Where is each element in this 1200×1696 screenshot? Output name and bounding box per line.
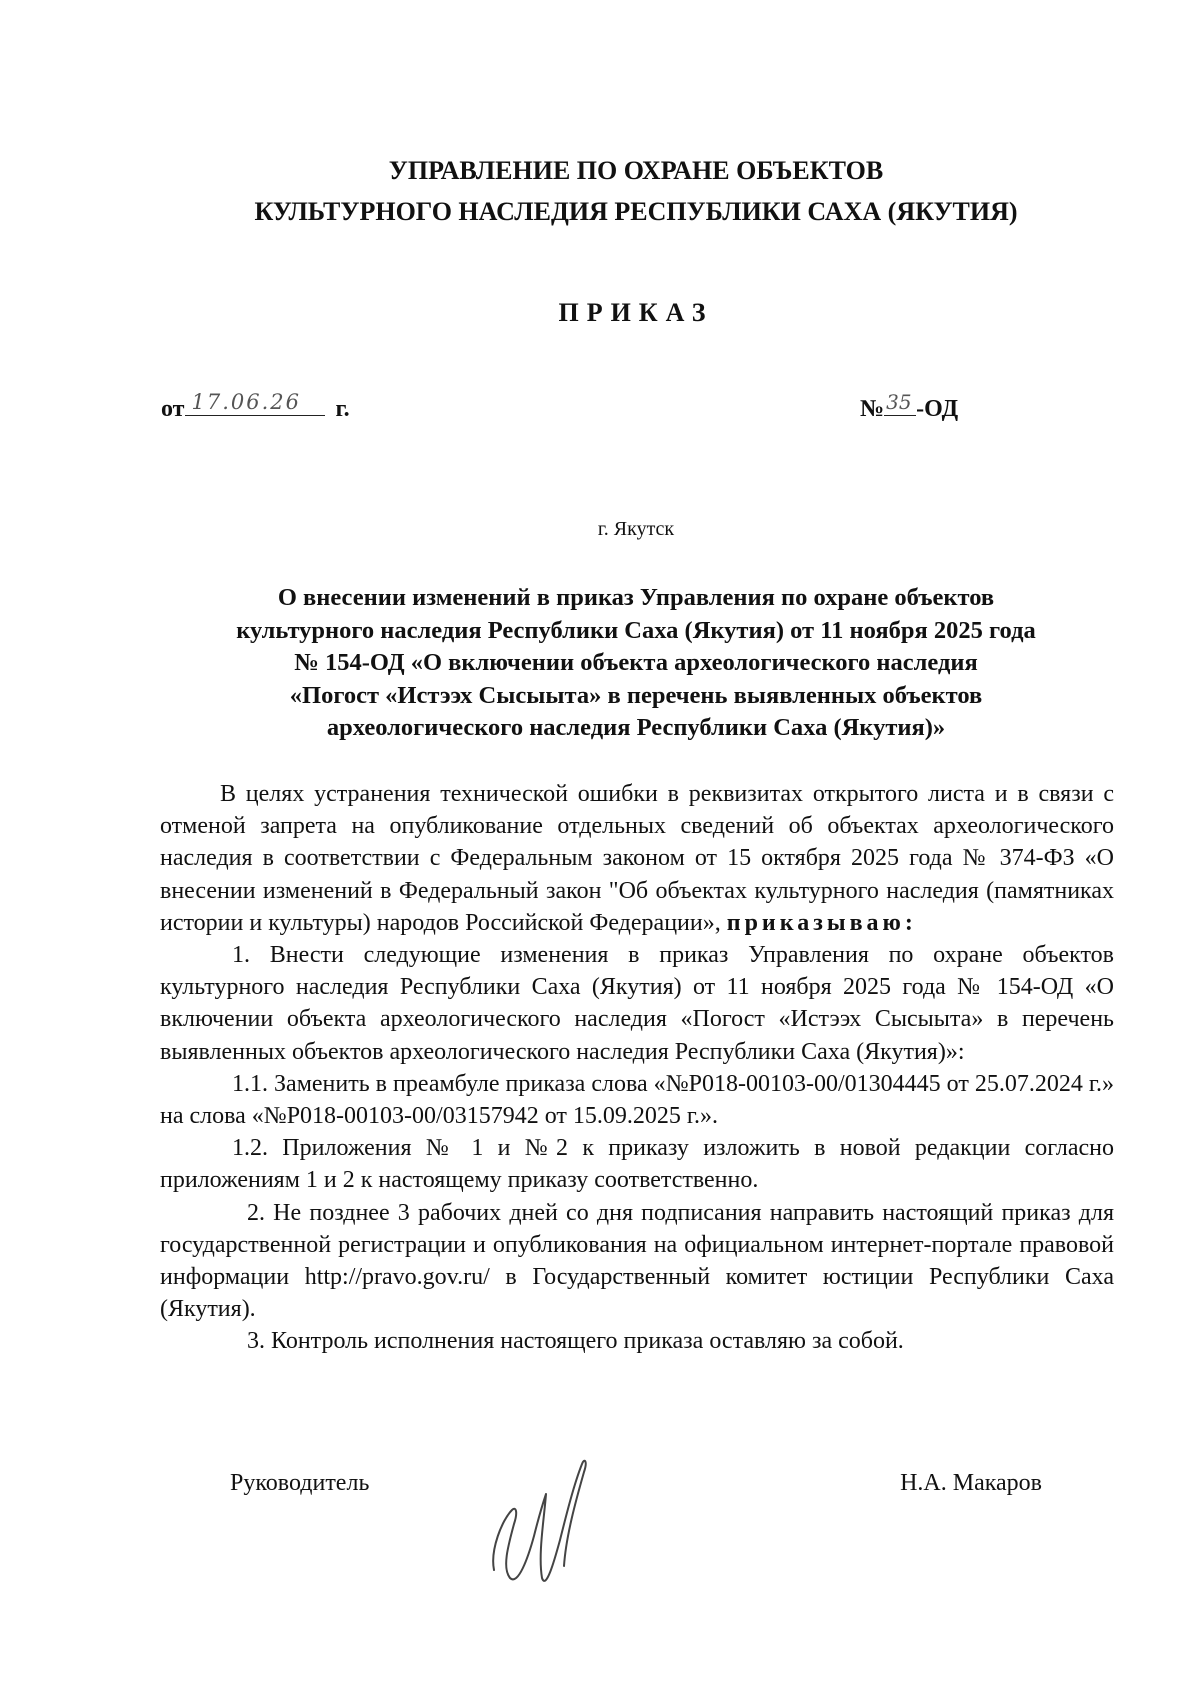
item-1-2: 1.2. Приложения № 1 и №2 к приказу изложить в новой редакции согласно приложениям 1 и 2 к настоящему приказу соответственно.: [160, 1135, 1114, 1194]
org-line-2: КУЛЬТУРНОГО НАСЛЕДИЯ РЕСПУБЛИКИ САХА (ЯКУТИЯ): [254, 197, 1018, 226]
order-word: приказываю:: [726, 909, 917, 936]
order-body: [160, 778, 1114, 1358]
item-2: 2. Не позднее 3 рабочих дней со дня подписания направить настоящий приказ для государственной регистрации и опубликования на официальном интернет-портале правовой информации http://pravo.gov.ru/ в Государственный комитет юстиции Республики Саха (Якутия).: [160, 1199, 1114, 1323]
order-subject: [150, 582, 1122, 745]
subject-line: № 154-ОД «О включении объекта археологического наследия: [294, 649, 978, 676]
subject-line: О внесении изменений в приказ Управления по охране объектов: [277, 584, 995, 611]
handwritten-date: 17.06.26: [191, 390, 301, 414]
preamble-text: В целях устранения технической ошибки в реквизитах открытого листа и в связи с отменой запрета на опубликование отдельных сведений об объектах археологического наследия в соответствии с Федеральным законом от 15 октября 2025 года № 374-ФЗ «О внесении изменений в Федеральный закон "Об объектах культурного наследия (памятниках истории и культуры) народов Российской Федерации»,: [160, 781, 1114, 936]
order-number: [860, 390, 959, 423]
number-field: [884, 390, 916, 416]
preamble-paragraph: [160, 778, 1114, 939]
item-1-1: 1.1. Заменить в преамбуле приказа слова «№Р018-00103-00/01304445 от 25.07.2024 г.» на слова «№Р018-00103-00/03157942 от 15.09.2025 г.».: [160, 1070, 1114, 1130]
date-prefix: от: [161, 396, 185, 422]
order-date: [161, 390, 350, 423]
date-suffix: г.: [335, 396, 350, 422]
handwritten-signature: [472, 1450, 612, 1600]
organization-header: [0, 150, 1200, 232]
item-1: 1. Внести следующие изменения в приказ Управления по охране объектов культурного наследия Республики Саха (Якутия) от 11 ноября 2025 года № 154-ОД «О включении объекта археологического наследия «Погост «Истээх Сысыыта» в перечень выявленных объектов археологического наследия Республики Саха (Якутия)»:: [160, 942, 1114, 1065]
city: г. Якутск: [597, 518, 675, 540]
number-prefix: №: [860, 396, 885, 422]
date-field: [185, 390, 325, 416]
number-suffix: -ОД: [916, 396, 959, 422]
item-3: 3. Контроль исполнения настоящего приказа оставляю за собой.: [247, 1328, 904, 1355]
subject-line: археологического наследия Республики Саха (Якутия)»: [326, 714, 946, 741]
subject-line: культурного наследия Республики Саха (Якутия) от 11 ноября 2025 года: [236, 616, 1036, 644]
signer-name: Н.А. Макаров: [900, 1470, 1042, 1496]
org-line-1: УПРАВЛЕНИЕ ПО ОХРАНЕ ОБЪЕКТОВ: [388, 156, 884, 185]
order-title: ПРИКАЗ: [558, 298, 714, 327]
signer-role: Руководитель: [230, 1470, 370, 1496]
subject-line: «Погост «Истээх Сысыыта» в перечень выявленных объектов: [289, 681, 983, 709]
handwritten-number: 35: [886, 390, 912, 414]
